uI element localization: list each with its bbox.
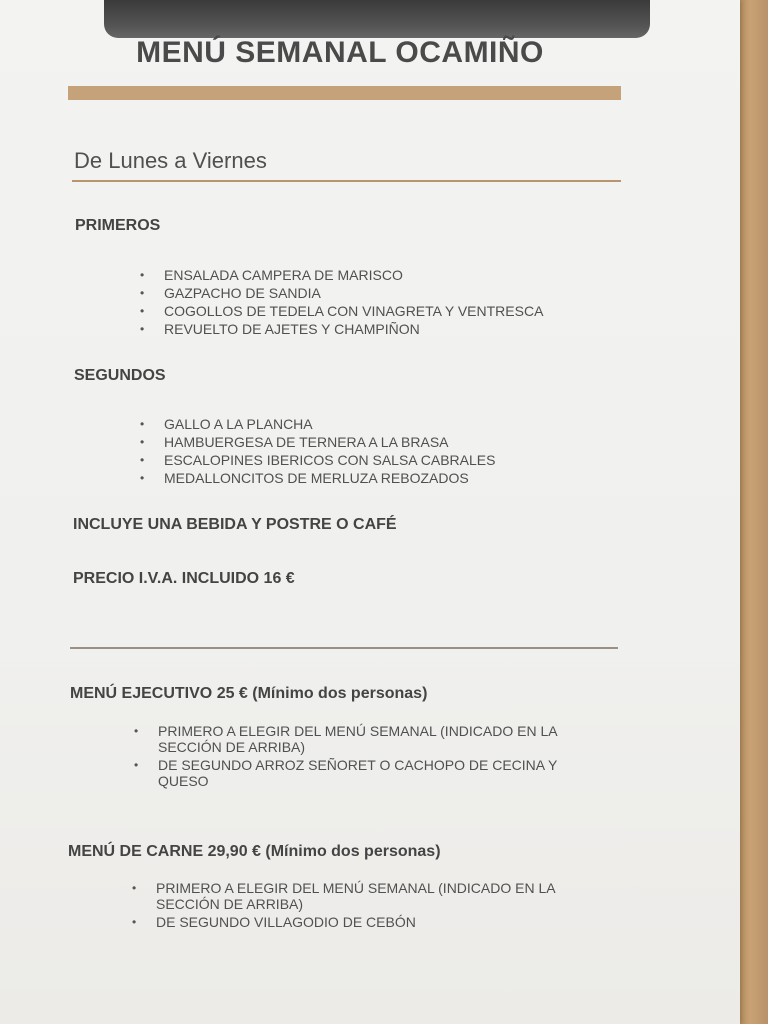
divider-top	[72, 180, 621, 182]
list-item: • PRIMERO A ELEGIR DEL MENÚ SEMANAL (INDICADO EN LA SECCIÓN DE ARRIBA)	[132, 880, 582, 912]
list-item: • COGOLLOS DE TEDELA CON VINAGRETA Y VENTRESCA	[140, 302, 620, 320]
menu-title: MENÚ SEMANAL OCAMIÑO	[136, 36, 544, 69]
includes-note: INCLUYE UNA BEBIDA Y POSTRE O CAFÉ	[73, 516, 397, 533]
list-item: • REVUELTO DE AJETES Y CHAMPIÑON	[140, 320, 620, 338]
clipboard-clip	[104, 0, 650, 38]
list-item: • PRIMERO A ELEGIR DEL MENÚ SEMANAL (INDICADO EN LA SECCIÓN DE ARRIBA)	[134, 723, 584, 755]
carne-heading: MENÚ DE CARNE 29,90 € (Mínimo dos personas)	[68, 843, 441, 860]
segundos-list	[140, 415, 620, 487]
price-note: PRECIO I.V.A. INCLUIDO 16 €	[73, 570, 295, 587]
primeros-heading: PRIMEROS	[75, 217, 161, 234]
list-item: • ENSALADA CAMPERA DE MARISCO	[140, 266, 620, 284]
segundos-heading: SEGUNDOS	[74, 367, 166, 384]
list-item: • MEDALLONCITOS DE MERLUZA REBOZADOS	[140, 469, 620, 487]
accent-bar	[68, 86, 621, 100]
primeros-list	[140, 266, 620, 338]
list-item: • GAZPACHO DE SANDIA	[140, 284, 620, 302]
list-item: • HAMBUERGESA DE TERNERA A LA BRASA	[140, 433, 620, 451]
list-item: • DE SEGUNDO VILLAGODIO DE CEBÓN	[132, 914, 582, 930]
list-item: • DE SEGUNDO ARROZ SEÑORET O CACHOPO DE CECINA Y QUESO	[134, 757, 584, 789]
list-item: • ESCALOPINES IBERICOS CON SALSA CABRALES	[140, 451, 620, 469]
list-item: • GALLO A LA PLANCHA	[140, 415, 620, 433]
ejecutivo-list	[134, 723, 584, 791]
carne-list	[132, 880, 582, 932]
ejecutivo-heading: MENÚ EJECUTIVO 25 € (Mínimo dos personas)	[70, 685, 428, 702]
divider-middle	[70, 647, 618, 649]
wooden-board	[738, 0, 768, 1024]
schedule-subtitle: De Lunes a Viernes	[74, 148, 267, 173]
